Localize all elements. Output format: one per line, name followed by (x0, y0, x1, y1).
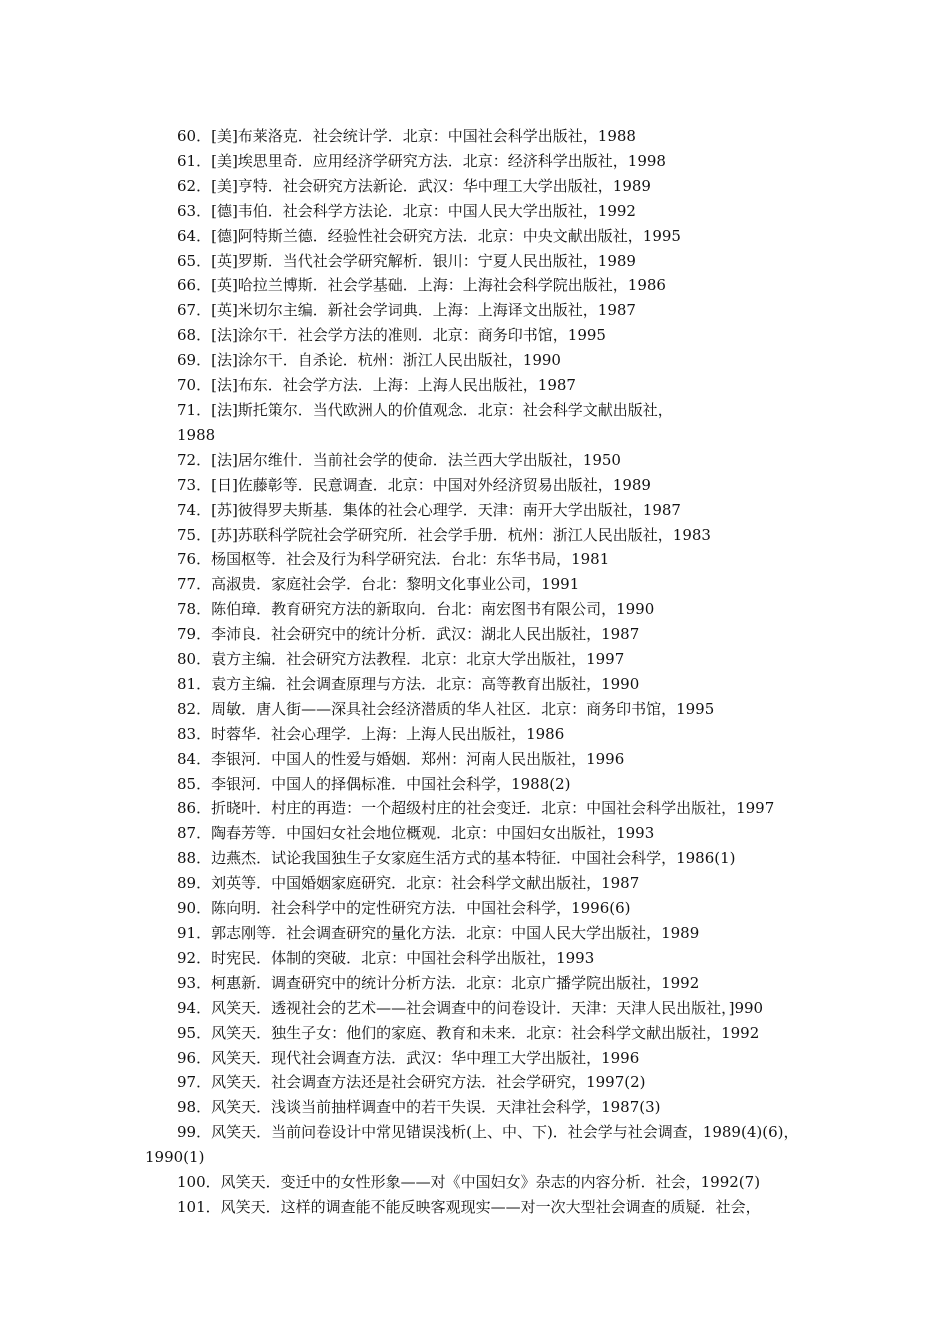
reference-entry: 95．风笑天．独生子女：他们的家庭、教育和未来．北京：社会科学文献出版社，1992 (177, 1023, 760, 1042)
reference-entry: 101．风笑天．这样的调查能不能反映客观现实——对一次大型社会调查的质疑．社会， (177, 1197, 761, 1216)
reference-entry (145, 1120, 810, 1170)
reference-entry: 94．风笑天．透视社会的艺术——社会调查中的问卷设计．天津：天津人民出版社，]990 (177, 998, 764, 1017)
reference-entry: 69．[法]涂尔干．自杀论．杭州：浙江人民出版社，1990 (177, 351, 561, 370)
reference-entry: 77．高淑贵．家庭社会学．台北：黎明文化事业公司，1991 (177, 575, 580, 594)
reference-entry: 81．袁方主编．社会调查原理与方法．北京：高等教育出版社，1990 (177, 674, 640, 693)
reference-entry: 76．杨国枢等．社会及行为科学研究法．台北：东华书局，1981 (177, 550, 610, 569)
reference-entry: 61．[美]埃思里奇．应用经济学研究方法．北京：经济科学出版社，1998 (177, 151, 666, 170)
reference-entry: 86．折晓叶．村庄的再造：一个超级村庄的社会变迁．北京：中国社会科学出版社，1997 (177, 799, 775, 818)
reference-entry: 65．[英]罗斯．当代社会学研究解析．银川：宁夏人民出版社，1989 (177, 251, 636, 270)
reference-entry: 79．李沛良．社会研究中的统计分析．武汉：湖北人民出版社，1987 (177, 625, 640, 644)
reference-entry: 82．周敏．唐人街——深具社会经济潜质的华人社区．北京：商务印书馆，1995 (177, 699, 715, 718)
reference-entry: 66．[英]哈拉兰博斯．社会学基础．上海：上海社会科学院出版社，1986 (177, 276, 666, 295)
reference-entry (145, 398, 810, 448)
reference-entry: 91．郭志刚等．社会调查研究的量化方法．北京：中国人民大学出版社，1989 (177, 924, 700, 942)
reference-entry: 98．风笑天．浅谈当前抽样调查中的若干失误．天津社会科学，1987(3) (177, 1098, 661, 1117)
reference-entry: 75．[苏]苏联科学院社会学研究所．社会学手册．杭州：浙江人民出版社，1983 (177, 525, 711, 544)
reference-entry: 63．[德]韦伯．社会科学方法论．北京：中国人民大学出版社，1992 (177, 201, 636, 220)
reference-list (145, 124, 810, 1220)
reference-entry: 100．风笑天．变迁中的女性形象——对《中国妇女》杂志的内容分析．社会，1992(7) (177, 1173, 761, 1192)
reference-entry: 78．陈伯璋．教育研究方法的新取向．台北：南宏图书有限公司，1990 (177, 600, 655, 619)
reference-entry: 84．李银河．中国人的性爱与婚姻．郑州：河南人民出版社，1996 (177, 749, 625, 768)
reference-entry: 68．[法]涂尔干．社会学方法的准则．北京：商务印书馆，1995 (177, 326, 606, 345)
reference-text: 71．[法]斯托策尔．当代欧洲人的价值观念．北京：社会科学文献出版社， (177, 400, 673, 419)
reference-entry: 83．时蓉华．社会心理学．上海：上海人民出版社，1986 (177, 724, 565, 743)
reference-entry: 92．时宪民．体制的突破．北京：中国社会科学出版社，1993 (177, 948, 595, 967)
reference-entry: 90．陈向明．社会科学中的定性研究方法．中国社会科学，1996(6) (177, 899, 631, 918)
reference-entry: 74．[苏]彼得罗夫斯基．集体的社会心理学．天津：南开大学出版社，1987 (177, 500, 681, 519)
reference-entry: 64．[德]阿特斯兰德．经验性社会研究方法．北京：中央文献出版社，1995 (177, 226, 681, 245)
reference-entry: 67．[英]米切尔主编．新社会学词典．上海：上海译文出版社，1987 (177, 301, 636, 320)
reference-entry: 89．刘英等．中国婚姻家庭研究．北京：社会科学文献出版社，1987 (177, 874, 640, 893)
reference-entry: 87．陶春芳等．中国妇女社会地位概观．北京：中国妇女出版社，1993 (177, 824, 655, 843)
reference-continuation: 1990(1) (145, 1148, 205, 1167)
reference-entry: 73．[日]佐藤彰等．民意调查．北京：中国对外经济贸易出版社，1989 (177, 475, 651, 494)
reference-entry: 62．[美]亨特．社会研究方法新论．武汉：华中理工大学出版社，1989 (177, 176, 651, 195)
reference-text: 99．风笑天．当前问卷设计中常见错误浅析(上、中、下)．社会学与社会调查，1989(4)(6)， (177, 1123, 799, 1142)
reference-entry: 96．风笑天．现代社会调查方法．武汉：华中理工大学出版社，1996 (177, 1048, 640, 1067)
reference-continuation: 1988 (177, 425, 216, 444)
reference-entry: 88．边燕杰．试论我国独生子女家庭生活方式的基本特征．中国社会科学，1986(1) (177, 849, 736, 868)
reference-entry: 72．[法]居尔维什．当前社会学的使命．法兰西大学出版社，1950 (177, 450, 621, 469)
reference-entry: 60．[美]布莱洛克．社会统计学．北京：中国社会科学出版社，1988 (177, 127, 636, 145)
reference-entry: 85．李银河．中国人的择偶标准．中国社会科学，1988(2) (177, 774, 571, 793)
reference-entry: 97．风笑天．社会调查方法还是社会研究方法．社会学研究，1997(2) (177, 1073, 646, 1092)
reference-entry: 93．柯惠新．调查研究中的统计分析方法．北京：北京广播学院出版社，1992 (177, 973, 700, 992)
reference-entry: 70．[法]布东．社会学方法．上海：上海人民出版社，1987 (177, 376, 576, 395)
reference-entry: 80．袁方主编．社会研究方法教程．北京：北京大学出版社，1997 (177, 650, 625, 669)
